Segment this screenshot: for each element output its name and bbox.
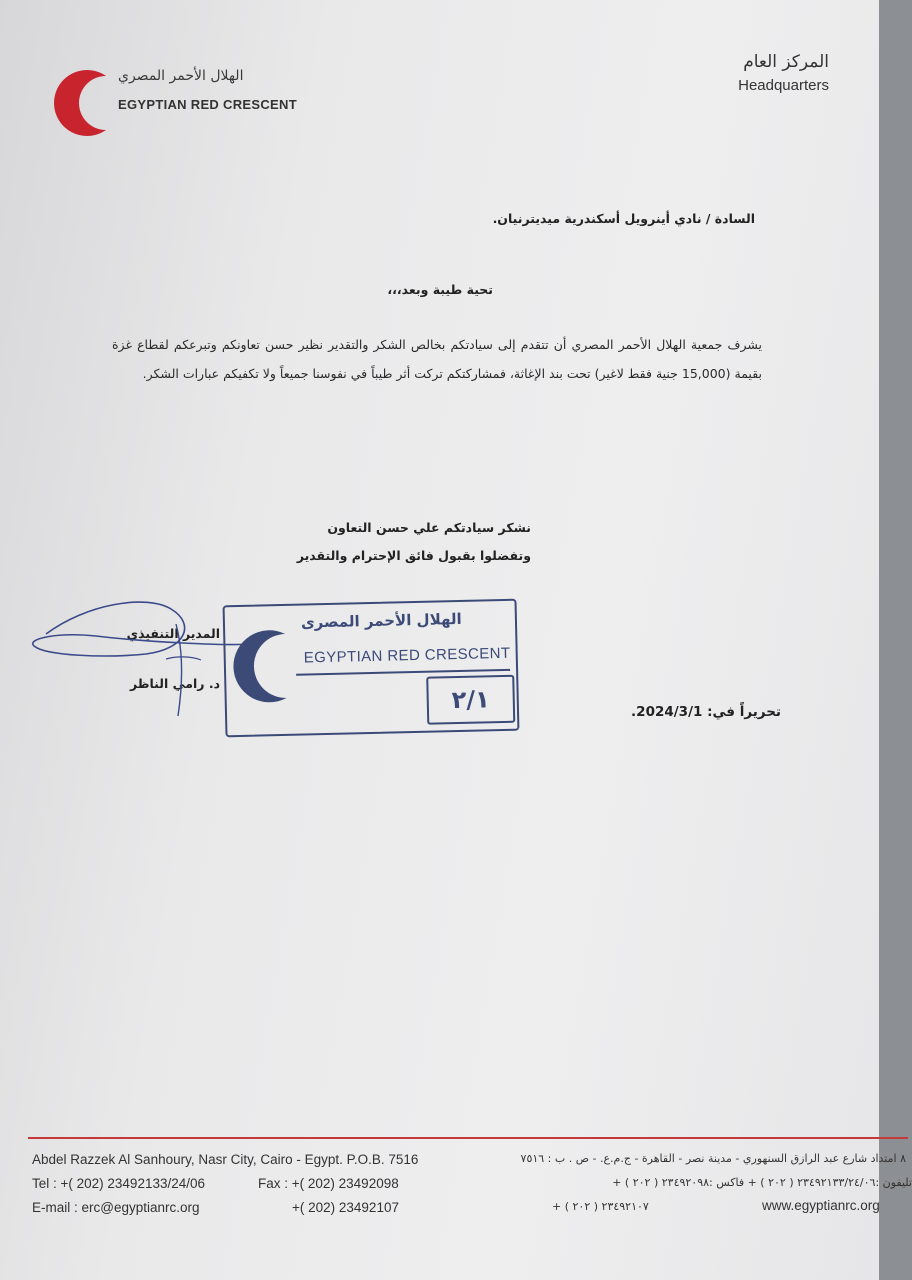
footer-fax2-ar: ٢٣٤٩٢١٠٧ ( ٢٠٢ ) + (552, 1200, 649, 1213)
letter-date: تحريراً في: 2024/3/1. (631, 704, 781, 720)
stamp-name-english: EGYPTIAN RED CRESCENT (303, 644, 511, 667)
org-name-arabic: الهلال الأحمر المصري (118, 68, 244, 84)
greeting: تحية طيبة وبعد،،، (387, 282, 493, 297)
footer-address-ar: ٨ امتداد شارع عبد الرازق السنهوري - مدينة نصر - القاهرة - ج.م.ع. - ص . ب : ٧٥١٦ (520, 1152, 906, 1165)
footer-divider (28, 1137, 908, 1139)
handwritten-signature-icon (26, 594, 256, 724)
stamp-name-arabic: الهلال الأحمر المصرى (300, 609, 462, 632)
footer-fax2-en: +( 202) 23492107 (292, 1200, 399, 1215)
headquarters-english: Headquarters (738, 77, 829, 94)
headquarters-arabic: المركز العام (743, 52, 829, 72)
footer-fax-en: Fax : +( 202) 23492098 (258, 1176, 399, 1191)
footer-tel-ar: تليفون :٢٣٤٩٢١٣٣/٢٤/٠٦ ( ٢٠٢ ) + فاكس :٢٣٤٩٢٠٩٨ ( ٢٠٢ ) + (612, 1176, 912, 1189)
closing-line-2: وتفضلوا بقبول فائق الإحترام والتقدير (296, 548, 531, 563)
signatory-title: المدير التنفيذي (126, 626, 220, 641)
footer-address-en: Abdel Razzek Al Sanhoury, Nasr City, Cairo - Egypt. P.O.B. 7516 (32, 1152, 419, 1167)
letter-body: يشرف جمعية الهلال الأحمر المصري أن تتقدم إلى سيادتكم بخالص الشكر والتقدير نظير حسن تعاونكم وتبرعكم لقطاع غزة بقيمة (15,000 جنية فقط لاغير) تحت بند الإغاثة، فمشاركتكم تركت أثر طيباً في نفوسنا جميعاً ولا تكفيكم عبارات الشكر. (112, 337, 762, 381)
addressee: السادة / نادي أينرويل أسكندرية ميديترنيان. (492, 211, 755, 226)
footer-email-en: E-mail : erc@egyptianrc.org (32, 1200, 200, 1215)
footer-website: www.egyptianrc.org (762, 1198, 880, 1213)
red-crescent-logo-icon (48, 68, 114, 138)
stamp-crescent-icon (235, 628, 295, 705)
footer-tel-en: Tel : +( 202) 23492133/24/06 (32, 1176, 206, 1191)
closing-line-1: نشكر سيادتكم علي حسن التعاون (327, 520, 531, 535)
closing (297, 514, 531, 570)
org-name-english: EGYPTIAN RED CRESCENT (118, 97, 297, 112)
stamp-number: ٢/١ (426, 675, 515, 725)
official-stamp (223, 599, 520, 738)
signatory-name: د. رامي الناظر (129, 676, 220, 691)
